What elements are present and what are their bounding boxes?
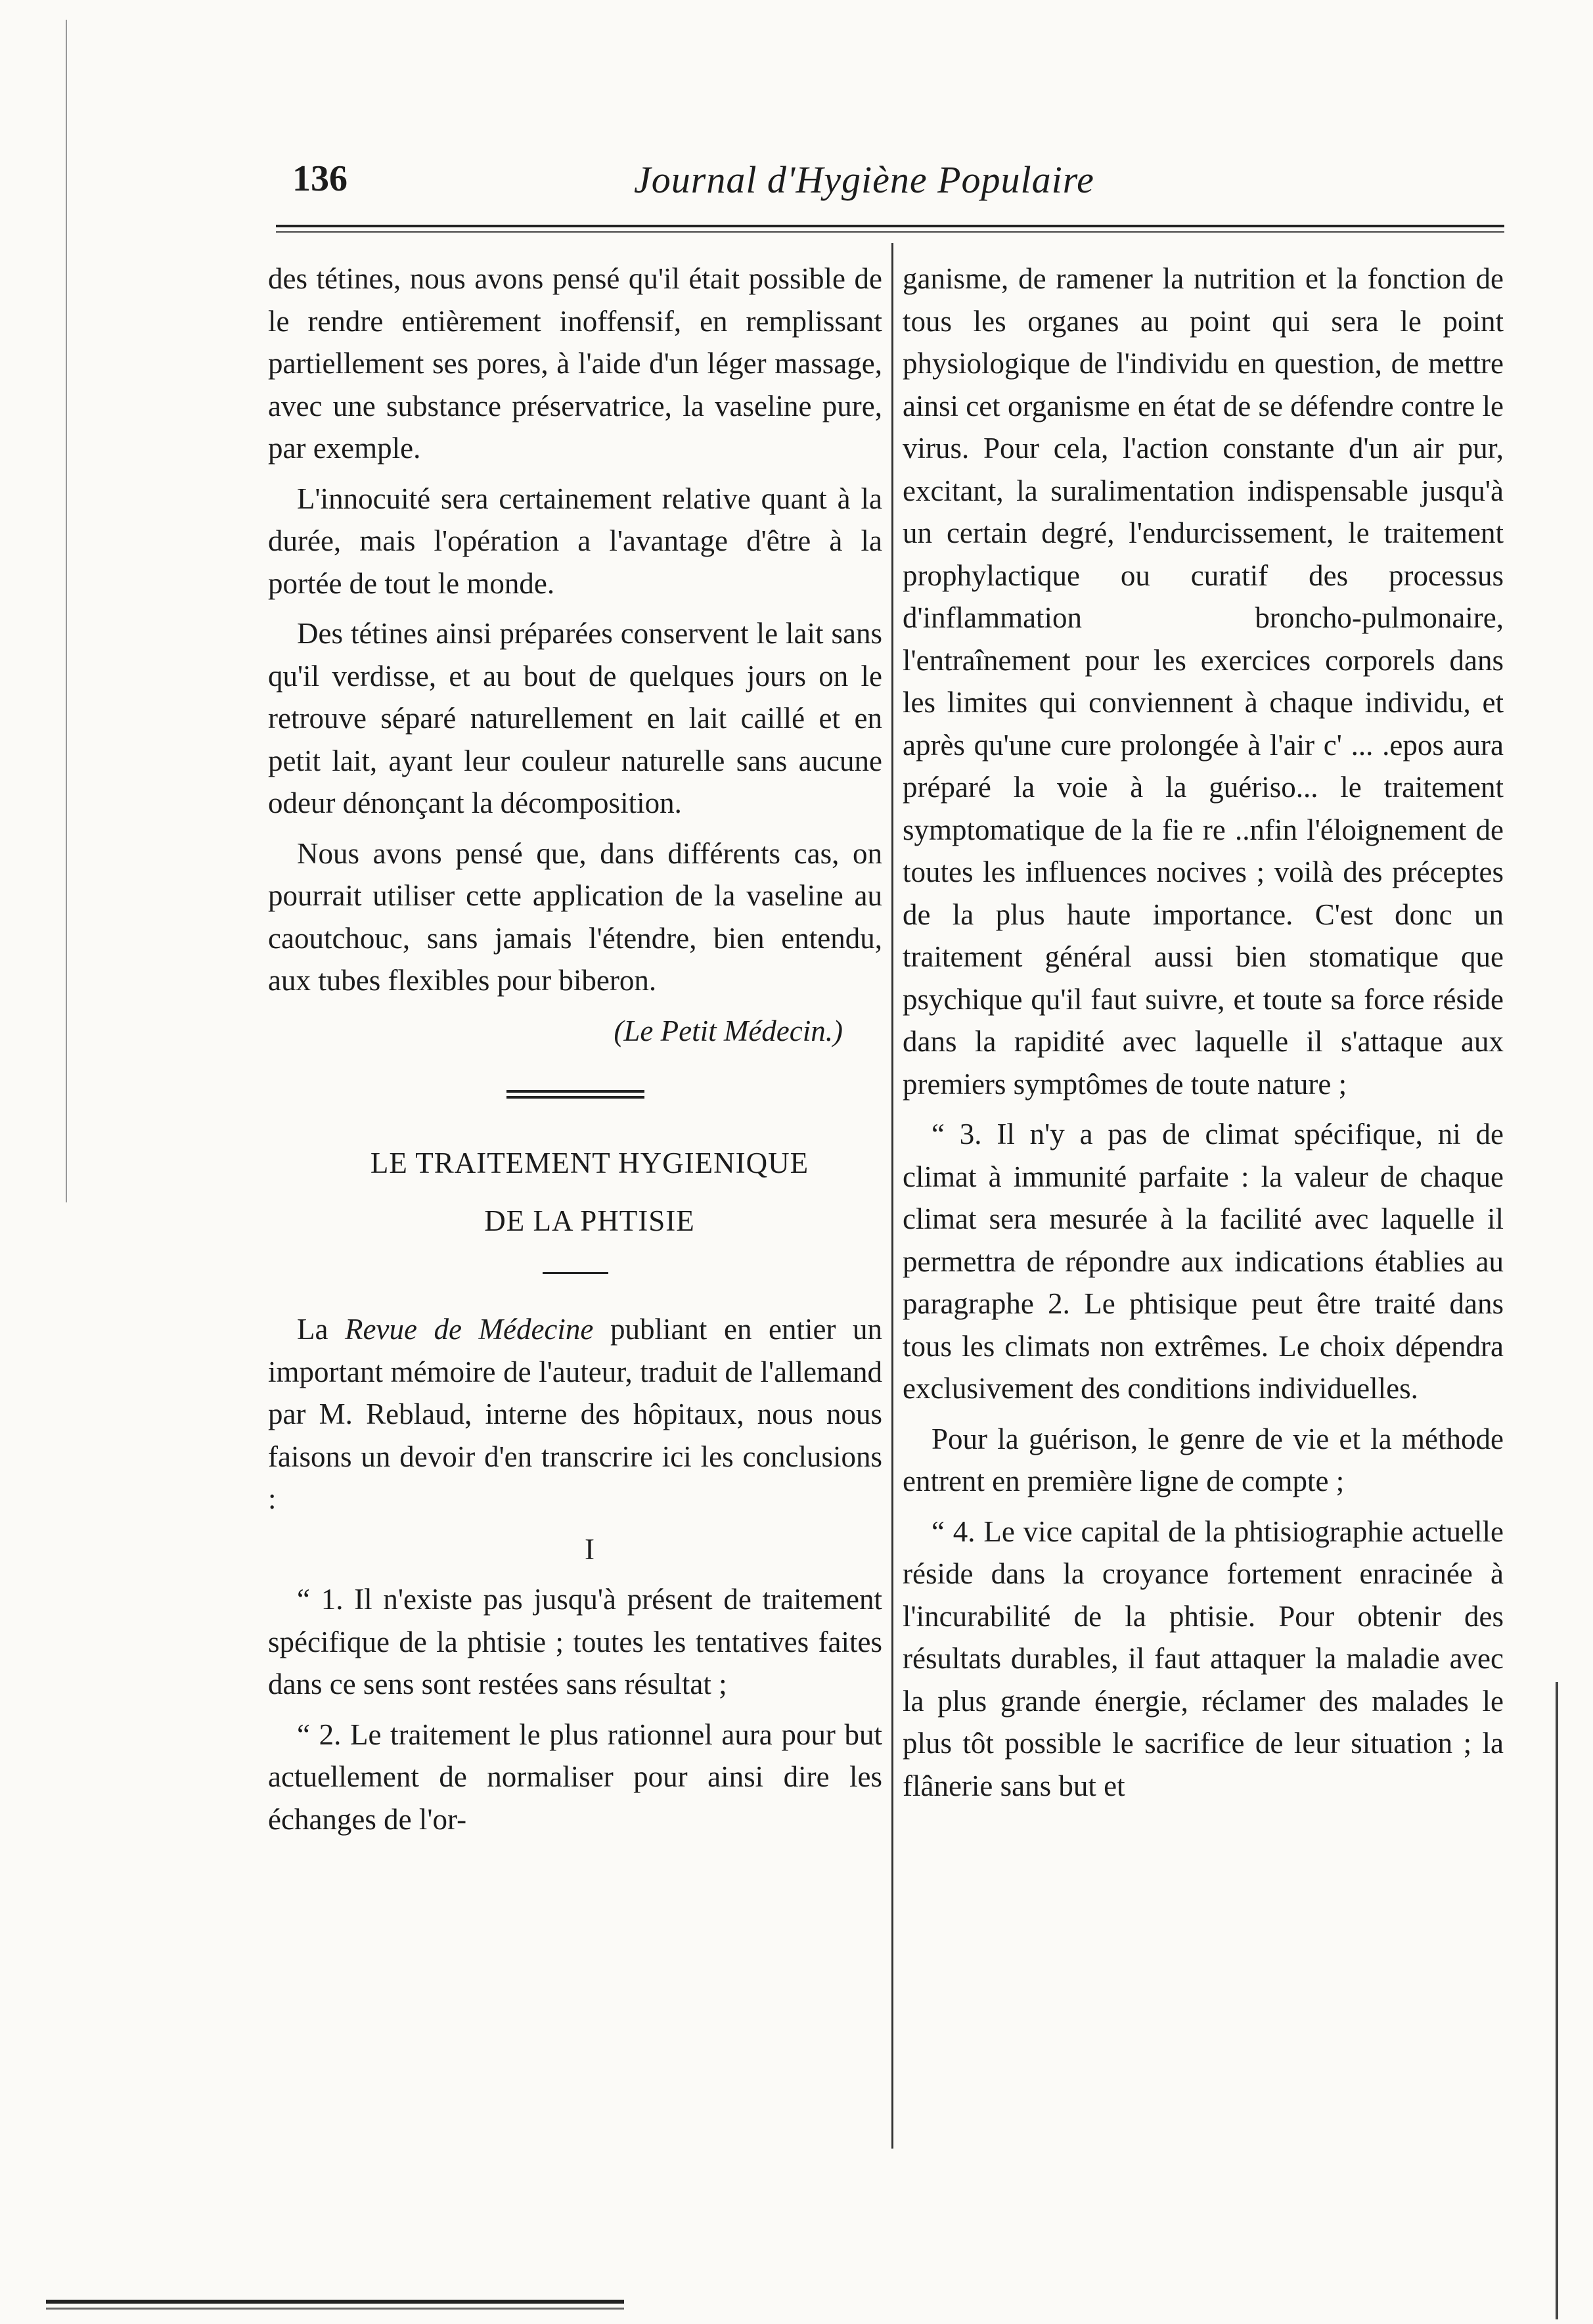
bottom-rule	[46, 2300, 624, 2304]
paragraph: L'innocuité sera certainement relative quant à la durée, mais l'opération a l'avantage d'être à la portée de tout le monde.	[268, 482, 882, 600]
column-divider	[891, 243, 893, 2149]
left-column	[268, 258, 882, 1848]
scan-margin-mark	[1556, 1682, 1558, 2319]
article-subheading: DE LA PHTISIE	[484, 1204, 695, 1237]
intro-paragraph: La Revue de Médecine publiant en entier un important mémoire de l'auteur, traduit de l'allemand par M. Reblaud, interne des hôpitaux, nous nous faisons un devoir d'en transcrire ici les conclusions :	[268, 1313, 882, 1515]
paragraph: ganisme, de ramener la nutrition et la fonction de tous les organes au point qui sera le point physiologique de l'individu en question, de mettre ainsi cet organisme en état de se défendre contre le virus. Pour cela, l'action constante d'un air pur, excitant, la suralimentation indispensable jusqu'à un certain degré, l'endurcissement, le traitement prophylactique ou curatif des processus d'inflammation broncho-pulmonaire, l'entraînement pour les exercices corporels dans les limites qui conviennent à chaque individu, et après qu'une cure prolongée à l'air c' ... .epos aura préparé la voie à la guériso... le traitement symptomatique de la fie re ..nfin l'éloignement de toutes les influences nocives ; voilà des préceptes de la plus haute importance. C'est donc un traitement général aussi bien stomatique que psychique qu'il faut suivre, et toute sa force réside dans la rapidité avec laquelle il s'attaque aux premiers symptômes de toute nature ;	[903, 262, 1504, 1101]
short-separator	[543, 1272, 608, 1274]
conclusion-point: “ 1. Il n'existe pas jusqu'à présent de traitement spécifique de la phtisie ; toutes les tentatives faites dans ce sens sont restées sans résultat ;	[268, 1583, 882, 1700]
section-numeral: I	[585, 1532, 595, 1566]
conclusion-point: “ 4. Le vice capital de la phtisiographie actuelle réside dans la croyance fortement enracinée à l'incurabilité de la phtisie. Pour obtenir des résultats durables, il faut attaquer la maladie avec la plus grande énergie, réclamer des malades le plus tôt possible le sacrifice de leur situation ; la flânerie sans but et	[903, 1515, 1504, 1802]
paragraph: des tétines, nous avons pensé qu'il était possible de le rendre entièrement inoffensif, en remplissant partiellement ses pores, à l'aide d'un léger massage, avec une substance préservatrice, la vaseline pure, par exemple.	[268, 262, 882, 465]
article-heading: LE TRAITEMENT HYGIENIQUE	[370, 1147, 809, 1179]
paragraph: Des tétines ainsi préparées conservent le lait sans qu'il verdisse, et au bout de quelques jours on le retrouve séparé naturellement en lait caillé et en petit lait, ayant leur couleur naturelle sans aucune odeur dénonçant la décomposition.	[268, 617, 882, 819]
scan-margin-mark	[66, 20, 67, 1202]
running-title: Journal d'Hygiène Populaire	[634, 158, 1094, 201]
paragraph: Pour la guérison, le genre de vie et la méthode entrent en première ligne de compte ;	[903, 1422, 1504, 1497]
header-rule	[276, 225, 1504, 227]
right-column	[903, 258, 1504, 1815]
journal-name: Revue de Médecine	[345, 1313, 594, 1346]
bottom-rule-thin	[46, 2308, 624, 2310]
page-number: 136	[292, 158, 348, 199]
section-separator	[506, 1090, 644, 1099]
conclusion-point: “ 2. Le traitement le plus rationnel aura pour but actuellement de normaliser pour ainsi dire les échanges de l'or-	[268, 1718, 882, 1836]
conclusion-point: “ 3. Il n'y a pas de climat spécifique, ni de climat à immunité parfaite : la valeur de chaque climat sera mesurée à la facilité avec laquelle il permettra de répondre aux indications établies au paragraphe 2. Le phtisique peut être traité dans tous les climats non extrêmes. Le choix dépendra exclusivement des conditions individuelles.	[903, 1118, 1504, 1405]
source-citation: (Le Petit Médecin.)	[614, 1014, 843, 1047]
header-rule-thin	[276, 231, 1504, 233]
paragraph: Nous avons pensé que, dans différents cas, on pourrait utiliser cette application de la vaseline au caoutchouc, sans jamais l'étendre, bien entendu, aux tubes flexibles pour biberon.	[268, 836, 882, 997]
